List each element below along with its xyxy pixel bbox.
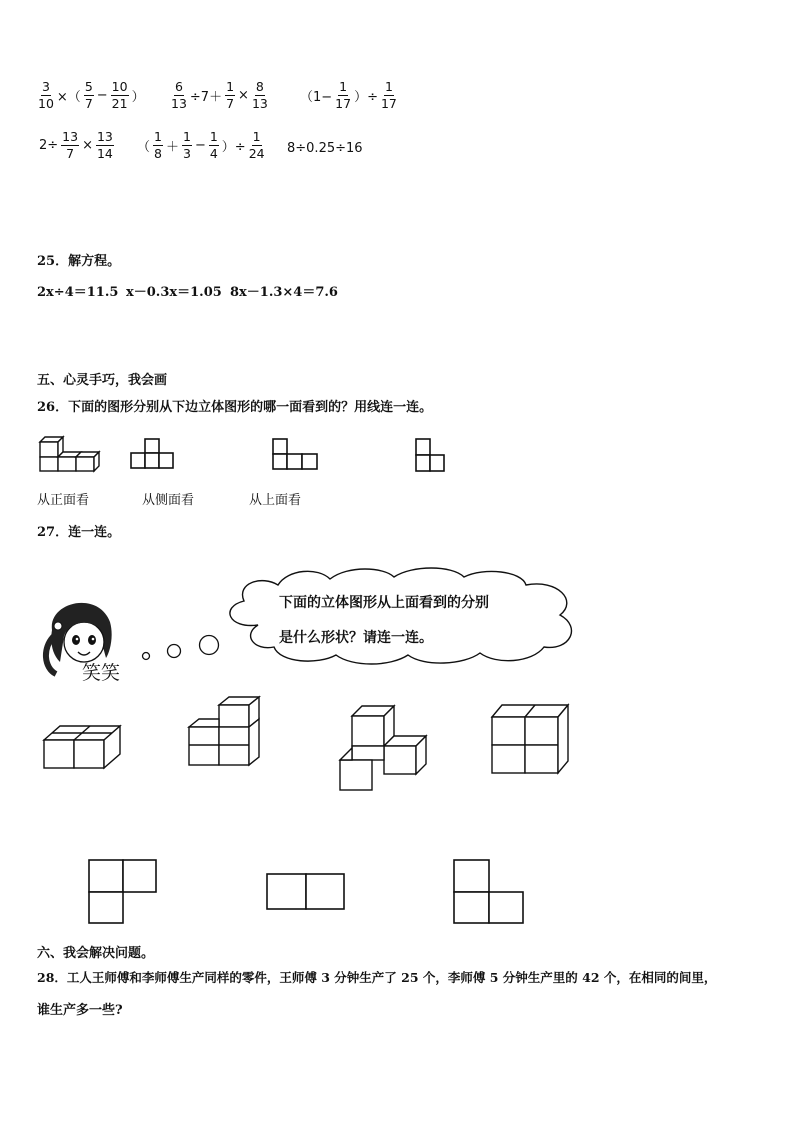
q27-top-view-shape-1[interactable] [87, 858, 159, 926]
view-label-top: 从上面看 [249, 493, 302, 508]
q26-title: 26．下面的图形分别从下边立体图形的哪一面看到的？用线连一连。 [37, 400, 433, 415]
equation-2: x－0.3x＝1.05 [126, 285, 222, 300]
fraction: $\frac{1}{17}$ [380, 79, 397, 111]
section-6-heading: 六、我会解决问题。 [37, 946, 155, 961]
fraction: $\frac{10}{21}$ [111, 79, 128, 111]
q27-solid-figure-4[interactable] [490, 703, 572, 777]
q27-top-view-shape-2[interactable] [265, 872, 347, 912]
fraction: $\frac{1}{24}$ [248, 129, 265, 161]
bubble-text-line-1: 下面的立体图形从上面看到的分别 [279, 595, 489, 611]
fraction: $\frac{8}{13}$ [251, 79, 268, 111]
calc-expression-2: $\frac{6}{13}$ ÷7＋ $\frac{1}{7}$ × $\frac{8}{13}$ [171, 79, 268, 111]
equation-3: 8x－1.3×4＝7.6 [230, 285, 338, 300]
q26-solid-figure[interactable] [38, 430, 103, 475]
q27-solid-figure-3[interactable] [338, 704, 430, 792]
fraction: $\frac{3}{10}$ [38, 79, 54, 111]
q26-view-shape-1[interactable] [130, 437, 178, 473]
fraction: $\frac{13}{14}$ [96, 129, 113, 161]
view-label-front: 从正面看 [37, 493, 90, 508]
calc-expression-6: 8÷0.25÷16 [287, 141, 363, 156]
view-label-side: 从侧面看 [142, 493, 195, 508]
fraction: $\frac{5}{7}$ [84, 79, 93, 111]
equation-1: 2x÷4＝11.5 [37, 285, 119, 300]
calc-expression-4: 2÷ $\frac{13}{7}$ × $\frac{13}{14}$ [39, 129, 113, 161]
q28-line-1: 28．工人王师傅和李师傅生产同样的零件，王师傅 3 分钟生产了 25 个，李师傅 5 分钟生产里的 42 个，在相同的间里， [37, 970, 717, 985]
fraction: $\frac{1}{7}$ [226, 79, 235, 111]
q27-top-view-shape-3[interactable] [452, 858, 526, 926]
calc-expression-3: （1− $\frac{1}{17}$ ）÷ $\frac{1}{17}$ [300, 79, 397, 111]
q27-title: 27．连一连。 [37, 525, 121, 540]
cloud-speech-bubble [214, 563, 584, 667]
fraction: $\frac{1}{4}$ [209, 129, 218, 161]
q25-title: 25．解方程。 [37, 254, 121, 269]
fraction: $\frac{1}{17}$ [335, 79, 352, 111]
q28-line-2: 谁生产多一些? [37, 1003, 123, 1018]
bubble-text-line-2: 是什么形状？请连一连。 [279, 630, 433, 646]
fraction: $\frac{6}{13}$ [171, 79, 187, 111]
calc-expression-1: $\frac{3}{10}$ ×（ $\frac{5}{7}$ − $\frac{10}{21}$ ） [38, 79, 145, 111]
fraction: $\frac{1}{8}$ [154, 129, 162, 161]
fraction: $\frac{1}{3}$ [182, 129, 191, 161]
calc-expression-5: （ $\frac{1}{8}$ ＋ $\frac{1}{3}$ − $\frac{1}{4}$ ）÷ $\frac{1}{24}$ [137, 129, 265, 161]
section-5-heading: 五、心灵手巧，我会画 [37, 373, 168, 388]
q27-solid-figure-1[interactable] [42, 714, 124, 772]
character-name: 笑笑 [82, 662, 121, 684]
fraction: $\frac{13}{7}$ [62, 129, 79, 161]
q26-view-shape-3[interactable] [414, 437, 450, 477]
q26-view-shape-2[interactable] [272, 437, 322, 473]
q27-solid-figure-2[interactable] [187, 695, 265, 771]
